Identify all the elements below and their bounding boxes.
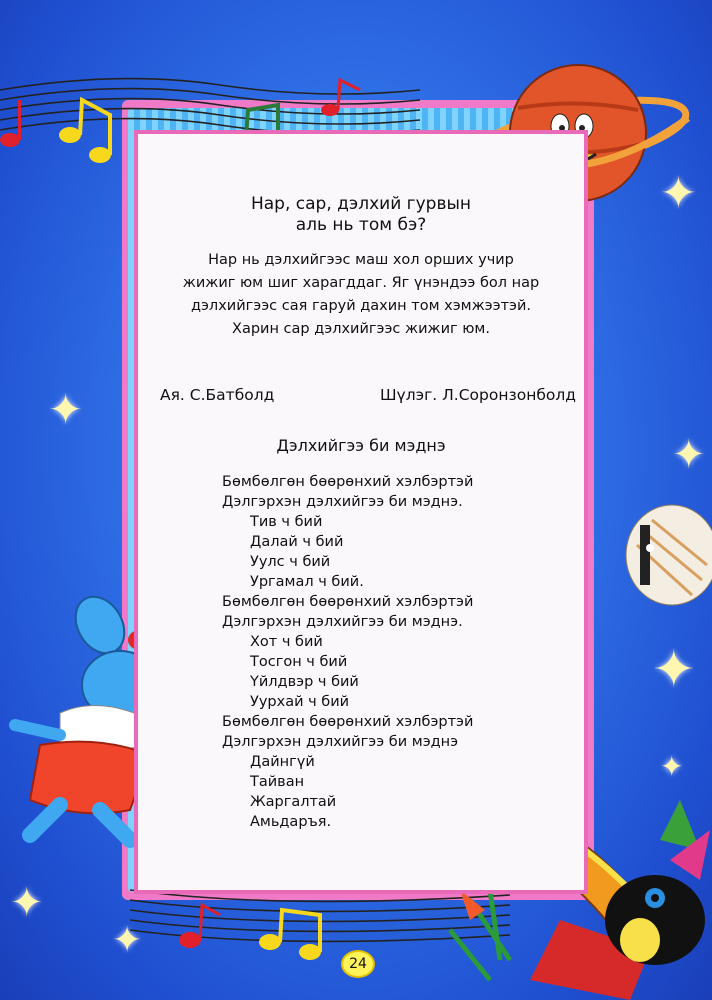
poem-line: Бөмбөлгөн бөөрөнхий хэлбэртэй <box>222 474 474 490</box>
sparkle-star-icon: ✦ <box>652 640 696 700</box>
poem-line: Дайнгүй <box>250 754 315 770</box>
page-title <box>138 194 584 236</box>
intro-line: Харин сар дэлхийгээс жижиг юм. <box>232 321 490 337</box>
poem-line: Тосгон ч бий <box>250 654 348 670</box>
poem-line: Ургамал ч бий. <box>250 574 364 590</box>
poem-line: Дэлгэрхэн дэлхийгээ би мэднэ. <box>222 494 463 510</box>
poem-line: Бөмбөлгөн бөөрөнхий хэлбэртэй <box>222 714 474 730</box>
music-note-icon <box>259 910 321 960</box>
intro-paragraph <box>138 249 584 341</box>
title-line: аль нь том бэ? <box>295 215 427 235</box>
poem-line: Жаргалтай <box>250 794 337 810</box>
poem-line: Тив ч бий <box>250 514 323 530</box>
poem-line: Тайван <box>250 774 305 790</box>
intro-line: жижиг юм шиг харагддаг. Яг үнэндээ бол нар <box>182 275 540 291</box>
sparkle-star-icon: ✦ <box>660 750 684 783</box>
intro-line: Нар нь дэлхийгээс маш хол орших учир <box>208 252 514 268</box>
poem-line: Дэлгэрхэн дэлхийгээ би мэднэ. <box>222 614 463 630</box>
sparkle-star-icon: ✦ <box>660 168 697 219</box>
title-line: Нар, сар, дэлхий гурвын <box>250 194 471 214</box>
intro-line: дэлхийгээс сая гаруй дахин том хэмжээтэй. <box>190 298 532 314</box>
poem-line: Амьдаръя. <box>250 814 332 830</box>
lyrics-credit: Шүлэг. Л.Соронзонболд <box>379 386 576 404</box>
poem-title: Дэлхийгээ би мэднэ <box>276 436 446 455</box>
music-note-icon <box>321 80 360 116</box>
poem-line: Далай ч бий <box>250 534 344 550</box>
poem-line: Үйлдвэр ч бий <box>250 674 359 690</box>
page-number: 24 <box>341 950 375 978</box>
text-panel <box>134 130 588 894</box>
music-credit: Ая. С.Батболд <box>160 386 275 404</box>
sparkle-star-icon: ✦ <box>112 920 143 961</box>
poem-body <box>222 472 473 832</box>
poem-line: Дэлгэрхэн дэлхийгээ би мэднэ <box>222 734 459 750</box>
poem-line: Уурхай ч бий <box>250 694 350 710</box>
sparkle-star-icon: ✦ <box>48 385 84 434</box>
butterflyfish-illustration <box>612 500 712 610</box>
poem-line: Уулс ч бий <box>250 554 331 570</box>
poem-line: Бөмбөлгөн бөөрөнхий хэлбэртэй <box>222 594 474 610</box>
sparkle-star-icon: ✦ <box>672 432 706 478</box>
poem-line: Хот ч бий <box>250 634 323 650</box>
sparkle-star-icon: ✦ <box>10 880 44 926</box>
